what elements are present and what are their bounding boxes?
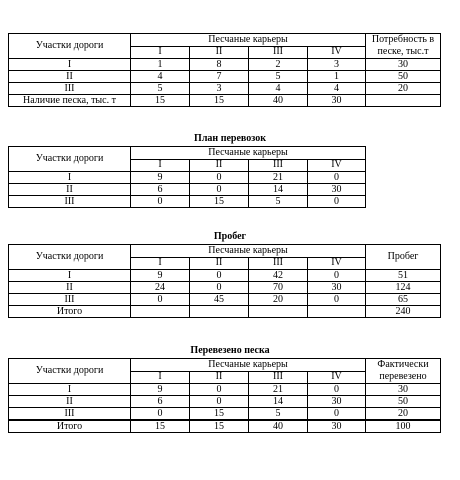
- cell: 6: [131, 396, 190, 408]
- total-label: Итого: [9, 306, 131, 318]
- total-row: [9, 420, 441, 433]
- mileage-title: Пробег: [213, 231, 247, 242]
- cell: 30: [308, 282, 366, 294]
- quarry-header: III: [249, 371, 308, 384]
- supply-extra-cell: [366, 95, 441, 107]
- cell: 0: [190, 282, 249, 294]
- cell: 0: [190, 384, 249, 396]
- empty-cell: [249, 306, 308, 318]
- cell: 9: [131, 172, 190, 184]
- mileage-cell: 65: [366, 294, 441, 306]
- cell: 1: [131, 59, 190, 71]
- supply-cell: 40: [249, 95, 308, 107]
- cell: 14: [249, 184, 308, 196]
- row-label: II: [9, 184, 131, 196]
- mileage-cell: 51: [366, 270, 441, 282]
- total-cell: 15: [190, 420, 249, 433]
- table-row: [9, 270, 441, 282]
- row-label: I: [9, 172, 131, 184]
- transport-plan-title: План перевозок: [194, 133, 266, 144]
- road-section-header: Участки дороги: [9, 147, 131, 172]
- cell: 15: [190, 196, 249, 208]
- quarry-header: III: [249, 257, 308, 270]
- cell: 42: [249, 270, 308, 282]
- cell: 24: [131, 282, 190, 294]
- cell: 4: [249, 83, 308, 95]
- quarry-header: II: [190, 46, 249, 59]
- transport-plan-table: [8, 146, 366, 208]
- quarries-header: Песчаные карьеры: [131, 245, 366, 258]
- table-row: [9, 196, 366, 208]
- quarries-header: Песчаные карьеры: [131, 147, 366, 160]
- mileage-cell: 124: [366, 282, 441, 294]
- cell: 5: [131, 83, 190, 95]
- cell: 0: [308, 408, 366, 421]
- quarry-header: I: [131, 159, 190, 172]
- cell: 30: [308, 396, 366, 408]
- road-section-header: Участки дороги: [9, 34, 131, 59]
- table-row: [9, 282, 441, 294]
- transported-cell: 30: [366, 384, 441, 396]
- cell: 0: [308, 294, 366, 306]
- cell: 0: [131, 408, 190, 421]
- table-row: [9, 294, 441, 306]
- cell: 0: [308, 384, 366, 396]
- cell: 3: [308, 59, 366, 71]
- cell: 45: [190, 294, 249, 306]
- cell: 21: [249, 172, 308, 184]
- supply-cell: 15: [131, 95, 190, 107]
- quarry-header: IV: [308, 46, 366, 59]
- table-row: [9, 184, 366, 196]
- quarry-header: I: [131, 46, 190, 59]
- mileage-table: [8, 244, 441, 318]
- cell: 0: [131, 294, 190, 306]
- empty-cell: [308, 306, 366, 318]
- row-label: III: [9, 294, 131, 306]
- mileage-header: Пробег: [366, 245, 441, 270]
- total-cell: 40: [249, 420, 308, 433]
- cell: 15: [190, 408, 249, 421]
- sand-transported-title: Перевезено песка: [190, 345, 270, 356]
- quarry-header: IV: [308, 159, 366, 172]
- row-label: I: [9, 59, 131, 71]
- empty-cell: [190, 306, 249, 318]
- quarry-header: II: [190, 159, 249, 172]
- cell: 4: [308, 83, 366, 95]
- cell: 7: [190, 71, 249, 83]
- transported-cell: 50: [366, 396, 441, 408]
- supply-row: [9, 95, 441, 107]
- total-cell: 30: [308, 420, 366, 433]
- quarry-header: II: [190, 257, 249, 270]
- quarry-header: IV: [308, 371, 366, 384]
- row-label: II: [9, 396, 131, 408]
- actually-transported-header: Фактически перевезено: [366, 359, 441, 384]
- quarry-header: I: [131, 257, 190, 270]
- cell: 0: [190, 172, 249, 184]
- cell: 5: [249, 71, 308, 83]
- source-data-table: [8, 33, 441, 107]
- road-section-header: Участки дороги: [9, 359, 131, 384]
- table-row: [9, 83, 441, 95]
- quarry-header: IV: [308, 257, 366, 270]
- row-label: I: [9, 384, 131, 396]
- cell: 9: [131, 270, 190, 282]
- quarry-header: I: [131, 371, 190, 384]
- row-label: II: [9, 282, 131, 294]
- total-cell: 15: [131, 420, 190, 433]
- cell: 8: [190, 59, 249, 71]
- row-label: II: [9, 71, 131, 83]
- cell: 1: [308, 71, 366, 83]
- supply-cell: 30: [308, 95, 366, 107]
- table-row: [9, 408, 441, 421]
- table-row: [9, 172, 366, 184]
- cell: 0: [308, 196, 366, 208]
- need-cell: 20: [366, 83, 441, 95]
- quarries-header: Песчаные карьеры: [131, 359, 366, 372]
- row-label: III: [9, 408, 131, 421]
- cell: 21: [249, 384, 308, 396]
- supply-cell: 15: [190, 95, 249, 107]
- road-section-header: Участки дороги: [9, 245, 131, 270]
- total-transported-cell: 100: [366, 420, 441, 433]
- cell: 0: [308, 270, 366, 282]
- cell: 2: [249, 59, 308, 71]
- cell: 5: [249, 408, 308, 421]
- cell: 0: [308, 172, 366, 184]
- cell: 14: [249, 396, 308, 408]
- quarries-header: Песчаные карьеры: [131, 34, 366, 47]
- cell: 30: [308, 184, 366, 196]
- quarry-header: III: [249, 159, 308, 172]
- need-cell: 30: [366, 59, 441, 71]
- table-row: [9, 396, 441, 408]
- table-row: [9, 59, 441, 71]
- cell: 20: [249, 294, 308, 306]
- cell: 0: [190, 184, 249, 196]
- cell: 9: [131, 384, 190, 396]
- row-label: I: [9, 270, 131, 282]
- transported-cell: 20: [366, 408, 441, 421]
- cell: 6: [131, 184, 190, 196]
- total-cell: 240: [366, 306, 441, 318]
- quarry-header: II: [190, 371, 249, 384]
- cell: 3: [190, 83, 249, 95]
- total-row: [9, 306, 441, 318]
- table-row: [9, 384, 441, 396]
- empty-cell: [131, 306, 190, 318]
- sand-transported-table: [8, 358, 441, 433]
- sand-need-header: Потребность в песке, тыс.т: [366, 34, 441, 59]
- cell: 0: [190, 396, 249, 408]
- table-row: [9, 71, 441, 83]
- row-label: III: [9, 196, 131, 208]
- cell: 4: [131, 71, 190, 83]
- total-label: Итого: [9, 420, 131, 433]
- quarry-header: III: [249, 46, 308, 59]
- cell: 0: [131, 196, 190, 208]
- row-label: III: [9, 83, 131, 95]
- cell: 5: [249, 196, 308, 208]
- need-cell: 50: [366, 71, 441, 83]
- cell: 70: [249, 282, 308, 294]
- cell: 0: [190, 270, 249, 282]
- supply-label: Наличие песка, тыс. т: [9, 95, 131, 107]
